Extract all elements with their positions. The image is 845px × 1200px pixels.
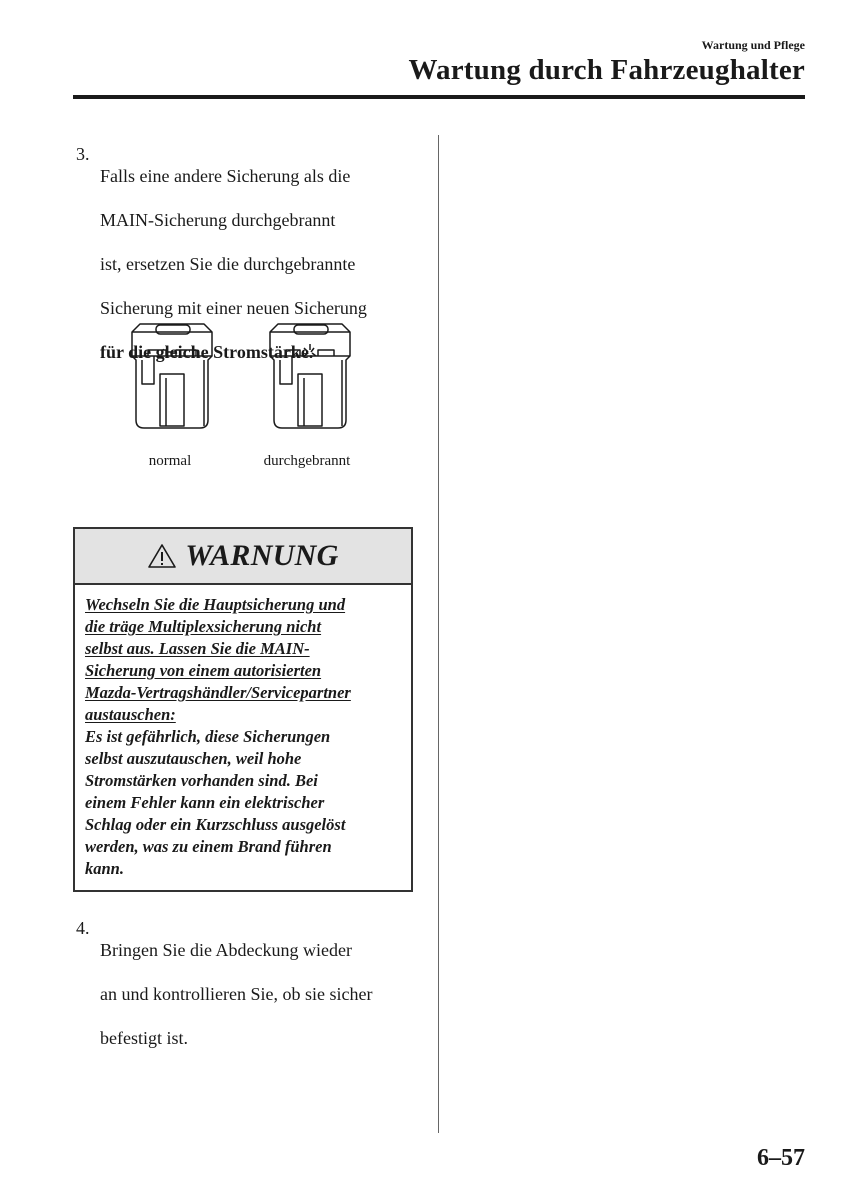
warning-line: selbst auszutauschen, weil hohe — [85, 749, 302, 768]
warning-line: Stromstärken vorhanden sind. Bei — [85, 771, 318, 790]
warning-title: WARNUNG — [185, 539, 339, 572]
fuse-figure — [120, 316, 380, 476]
warning-line: werden, was zu einem Brand führen — [85, 837, 332, 856]
warning-line: einem Fehler kann ein elektrischer — [85, 793, 325, 812]
warning-line: Mazda-Vertragshändler/Servicepartner — [85, 683, 351, 702]
step-line: Sicherung mit einer neuen Sicherung — [100, 298, 367, 318]
warning-line: selbst aus. Lassen Sie die MAIN- — [85, 639, 310, 658]
step-number: 3. — [76, 144, 90, 164]
step-line: befestigt ist. — [100, 1028, 188, 1048]
fuse-blown-icon — [270, 324, 350, 428]
warning-line: Wechseln Sie die Hauptsicherung und — [85, 595, 346, 614]
header-rule — [73, 95, 805, 99]
step-text — [100, 917, 420, 1049]
page-title: Wartung durch Fahrzeughalter — [408, 54, 805, 86]
step-line: an und kontrollieren Sie, ob sie sicher — [100, 984, 373, 1004]
step-line: Falls eine andere Sicherung als die — [100, 166, 351, 186]
fuse-label-blown: durchgebrannt — [263, 453, 351, 469]
warning-line: Sicherung von einem autorisierten — [85, 661, 322, 680]
step-line: ist, ersetzen Sie die durchgebrannte — [100, 254, 356, 274]
fuse-normal-icon — [132, 324, 212, 428]
warning-line: die träge Multiplexsicherung nicht — [85, 617, 322, 636]
step-line: Bringen Sie die Abdeckung wieder — [100, 940, 352, 960]
warning-line: Es ist gefährlich, diese Sicherungen — [85, 727, 331, 746]
warning-triangle-icon — [147, 543, 177, 569]
column-divider — [438, 135, 439, 1133]
page-number: 6–57 — [757, 1145, 805, 1171]
warning-line: Schlag oder ein Kurzschluss ausgelöst — [85, 815, 346, 834]
warning-line: austauschen: — [85, 705, 176, 724]
warning-header — [75, 529, 411, 585]
warning-line: kann. — [85, 859, 124, 878]
warning-text — [75, 585, 411, 880]
fuse-illustration — [120, 316, 380, 446]
fuse-label-normal: normal — [148, 453, 192, 469]
warning-box — [73, 527, 413, 892]
step-line: MAIN-Sicherung durchgebrannt — [100, 210, 336, 230]
step-emphasis: für die gleiche Stromstärke. — [100, 342, 314, 362]
step-number: 4. — [76, 918, 90, 938]
section-header: Wartung und Pflege — [701, 38, 805, 52]
